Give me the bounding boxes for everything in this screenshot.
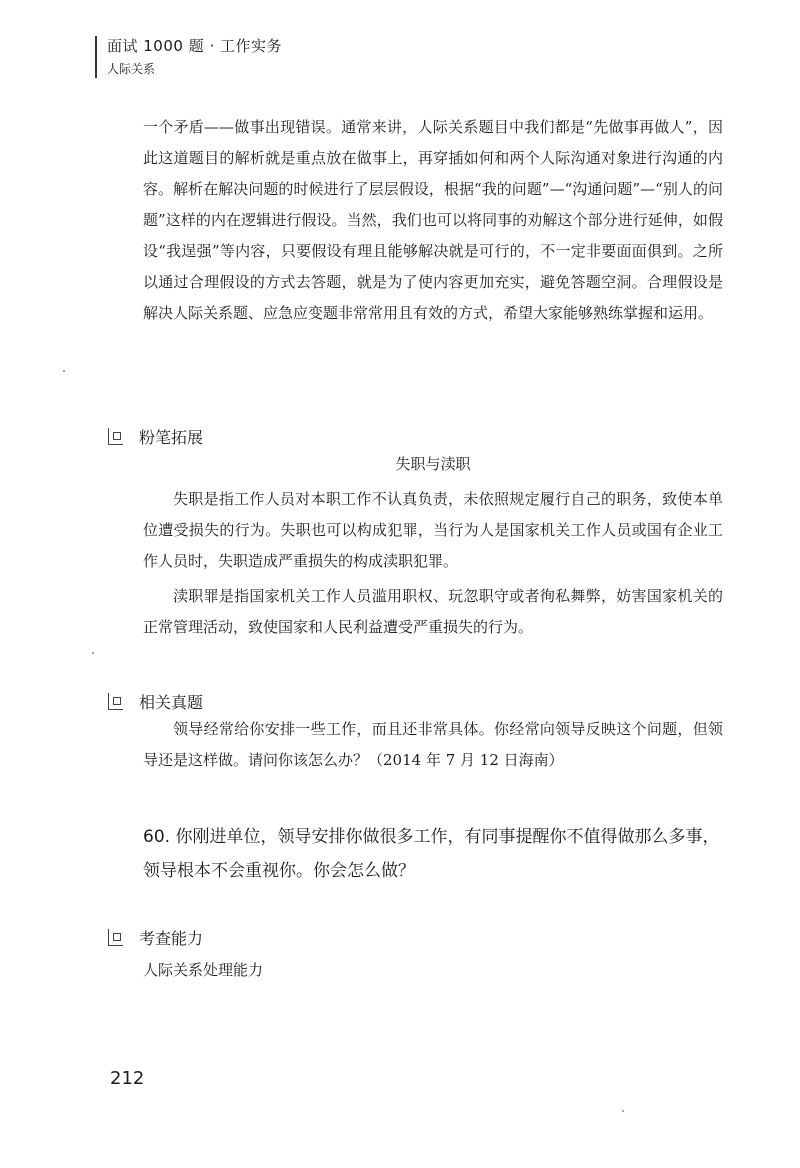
section-marker-icon [108,693,123,710]
question-60: 60. 你刚进单位，领导安排你做很多工作，有同事提醒你不值得做那么多事，领导根本不会重视你。你会怎么做？ [143,827,720,881]
ability-text: 人际关系处理能力 [143,961,264,979]
section-marker-icon [108,929,123,946]
extension-heading-label: 粉笔拓展 [139,428,204,447]
ability-block [143,955,723,986]
book-title: 面试 1000 题 · 工作实务 [107,37,283,55]
extension-block [143,452,723,643]
scan-speck [63,370,65,372]
intro-paragraph: 一个矛盾——做事出现错误。通常来讲，人际关系题目中我们都是“先做事再做人”，因此这道题目的解析就是重点放在做事上，再穿插如何和两个人际沟通对象进行沟通的内容。解析在解决问题的时候进行了层层假设，根据“我的问题”—“沟通问题”—“别人的问题”这样的内在逻辑进行假设。当然，我们也可以将同事的劝解这个部分进行延伸，如假设“我逞强”等内容，只要假设有理且能够解决就是可行的，不一定非要面面俱到。之所以通过合理假设的方式去答题，就是为了使内容更加充实，避免答题空洞。合理假设是解决人际关系题、应急应变题非常常用且有效的方式，希望大家能够熟练掌握和运用。 [143,118,723,322]
running-header [95,36,282,78]
extension-paragraph-1: 失职是指工作人员对本职工作不认真负责，未依照规定履行自己的职务，致使本单位遭受损失的行为。失职也可以构成犯罪，当行为人是国家机关工作人员或国有企业工作人员时，失职造成严重损失的构成渎职犯罪。 [143,490,723,570]
extension-paragraph-2: 渎职罪是指国家机关工作人员滥用职权、玩忽职守或者徇私舞弊，妨害国家机关的正常管理活动，致使国家和人民利益遭受严重损失的行为。 [143,587,723,636]
related-heading-label: 相关真题 [139,693,204,712]
ability-heading [108,926,203,949]
ability-heading-label: 考查能力 [139,929,204,948]
page-number: 212 [110,1068,145,1089]
related-block [143,714,723,776]
intro-block [143,112,723,329]
section-marker-icon [108,428,123,445]
scan-speck [92,652,94,654]
extension-subtitle: 失职与渎职 [395,455,471,473]
extension-heading [108,425,203,448]
related-heading [108,690,203,713]
related-question: 领导经常给你安排一些工作，而且还非常具体。你经常向领导反映这个问题，但领导还是这样做。请问你该怎么办？（2014 年 7 月 12 日海南） [143,720,723,769]
scan-speck [622,1110,624,1112]
chapter-name: 人际关系 [107,62,156,76]
